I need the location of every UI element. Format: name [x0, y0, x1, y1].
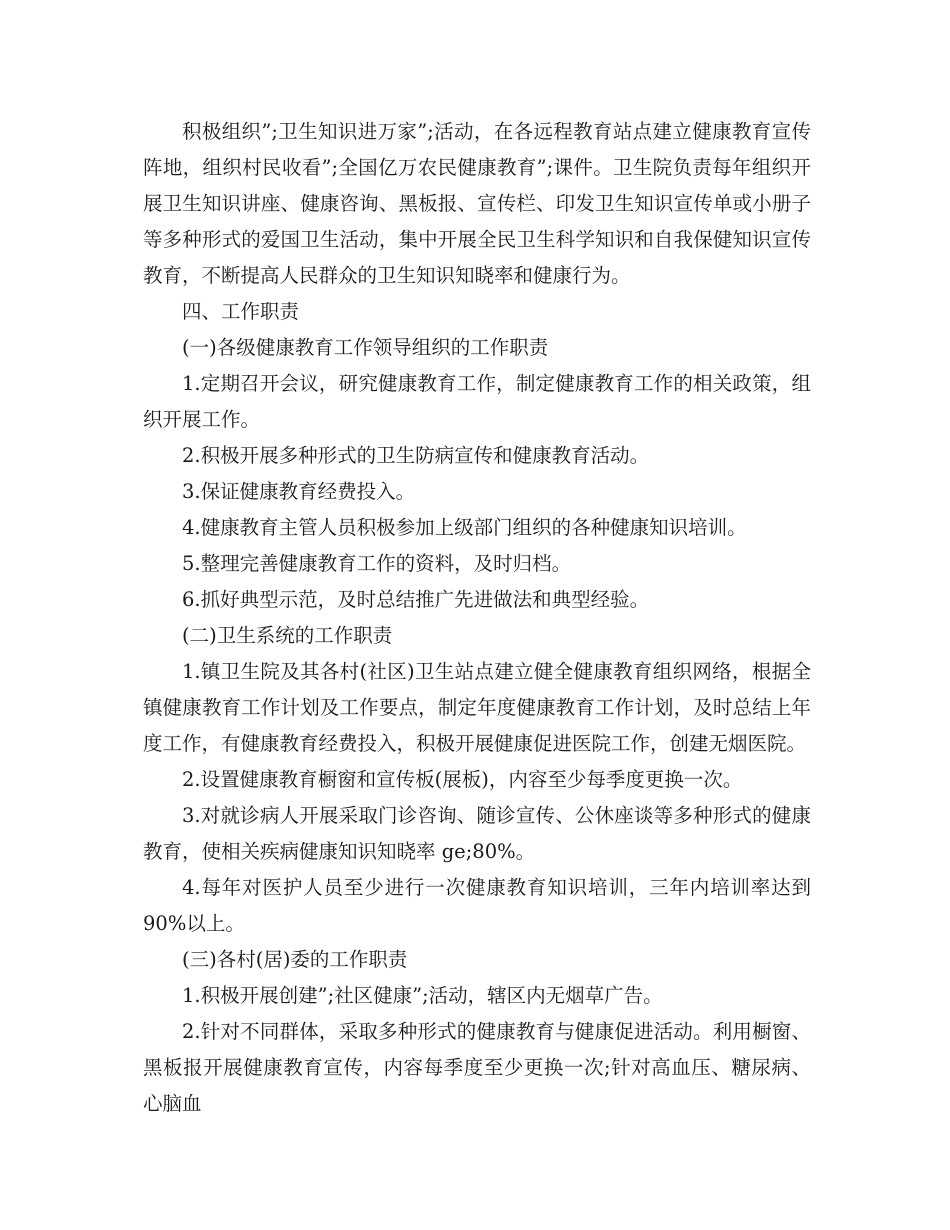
- list-item: 6.抓好典型示范，及时总结推广先进做法和典型经验。: [182, 588, 650, 611]
- list-item: 1.定期召开会议，研究健康教育工作，制定健康教育工作的相关政策，组织开展工作。: [143, 372, 811, 431]
- list-item: 3.对就诊病人开展采取门诊咨询、随诊宣传、公休座谈等多种形式的健康教育，使相关疾病健康知识知晓率 ge;80%。: [143, 804, 811, 863]
- list-item: 1.积极开展创建”;社区健康”;活动，辖区内无烟草广告。: [182, 984, 663, 1007]
- list-item: 5.整理完善健康教育工作的资料，及时归档。: [182, 552, 572, 575]
- paragraph: 积极组织”;卫生知识进万家”;活动，在各远程教育站点建立健康教育宣传阵地，组织村民收看”;全国亿万农民健康教育”;课件。卫生院负责每年组织开展卫生知识讲座、健康咨询、黑板报、宣传栏、印发卫生知识宣传单或小册子等多种形式的爱国卫生活动，集中开展全民卫生科学知识和自我保健知识宣传教育，不断提高人民群众的卫生知识知晓率和健康行为。: [143, 120, 811, 287]
- subsection-heading: (一)各级健康教育工作领导组织的工作职责: [182, 336, 549, 359]
- section-heading: 四、工作职责: [182, 300, 300, 323]
- subsection-heading: (二)卫生系统的工作职责: [182, 624, 393, 647]
- list-item: 4.健康教育主管人员积极参加上级部门组织的各种健康知识培训。: [182, 516, 747, 539]
- list-item: 2.针对不同群体，采取多种形式的健康教育与健康促进活动。利用橱窗、黑板报开展健康教育宣传，内容每季度至少更换一次;针对高血压、糖尿病、心脑血: [143, 1020, 811, 1115]
- list-item: 2.积极开展多种形式的卫生防病宣传和健康教育活动。: [182, 444, 650, 467]
- list-item: 3.保证健康教育经费投入。: [182, 480, 416, 503]
- subsection-heading: (三)各村(居)委的工作职责: [182, 948, 408, 971]
- list-item: 1.镇卫生院及其各村(社区)卫生站点建立健全健康教育组织网络，根据全镇健康教育工作计划及工作要点，制定年度健康教育工作计划，及时总结上年度工作，有健康教育经费投入，积极开展健康促进医院工作，创建无烟医院。: [143, 660, 811, 755]
- document-body: [143, 114, 811, 1122]
- list-item: 2.设置健康教育橱窗和宣传板(展板)，内容至少每季度更换一次。: [182, 768, 743, 791]
- list-item: 4.每年对医护人员至少进行一次健康教育知识培训，三年内培训率达到 90%以上。: [143, 876, 811, 935]
